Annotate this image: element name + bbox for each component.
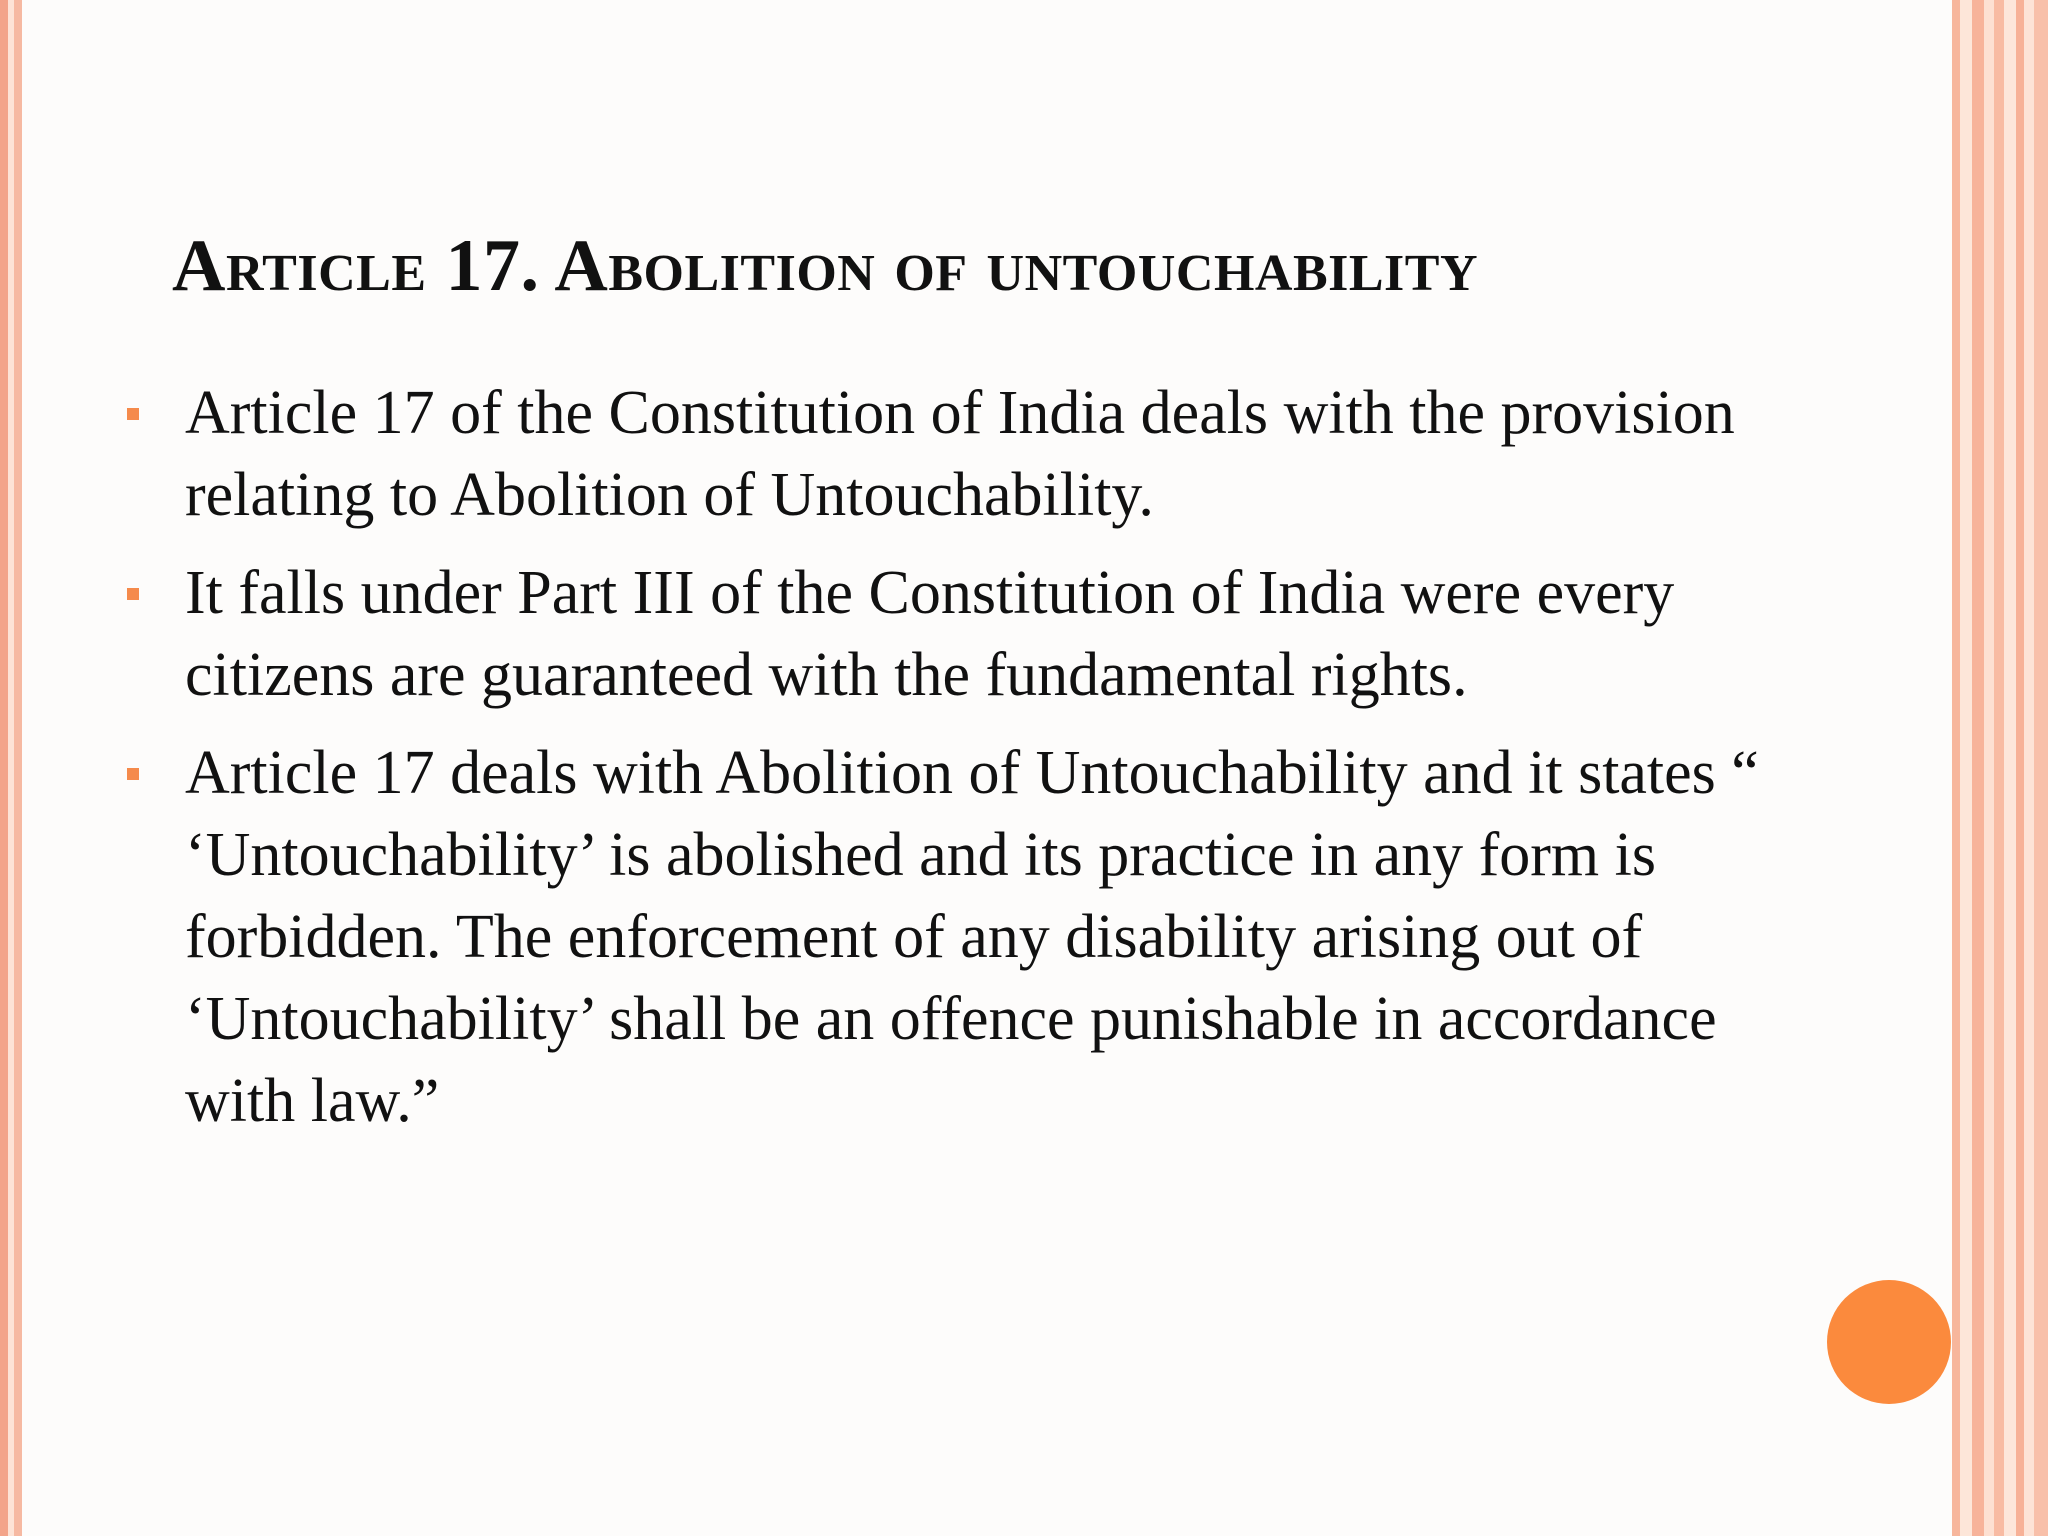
square-bullet-icon [127, 408, 139, 420]
square-bullet-icon [127, 768, 139, 780]
left-border-stripe [14, 0, 22, 1536]
right-border-stripe [1960, 0, 1972, 1536]
bullet-list [120, 372, 1760, 1158]
slide-title: Article 17. Abolition of untouchability [172, 225, 1479, 307]
right-border-stripe [2034, 0, 2048, 1536]
bullet-item [120, 552, 1760, 716]
bullet-item [120, 372, 1760, 536]
decorative-circle [1827, 1280, 1951, 1404]
right-border-stripe [2016, 0, 2024, 1536]
right-border-stripe [2024, 0, 2034, 1536]
right-border-stripe [1984, 0, 1994, 1536]
bullet-text: Article 17 of the Constitution of India deals with the provision relating to Abolition of Untouchability. [185, 379, 1735, 529]
right-border-stripe [1952, 0, 1960, 1536]
right-border-stripe [1972, 0, 1984, 1536]
square-bullet-icon [127, 588, 139, 600]
right-border-stripe [2004, 0, 2016, 1536]
bullet-item [120, 732, 1760, 1142]
bullet-text: Article 17 deals with Abolition of Untouchability and it states “ ‘Untouchability’ is abolished and its practice in any form is forbidden. The enforcement of any disability arising out of ‘Untouchability’ shall be an offence punishable in accordance with law.” [185, 739, 1759, 1135]
left-border-stripe [0, 0, 8, 1536]
bullet-text: It falls under Part III of the Constitution of India were every citizens are guaranteed with the fundamental rights. [185, 559, 1675, 709]
right-border-stripe [1994, 0, 2004, 1536]
